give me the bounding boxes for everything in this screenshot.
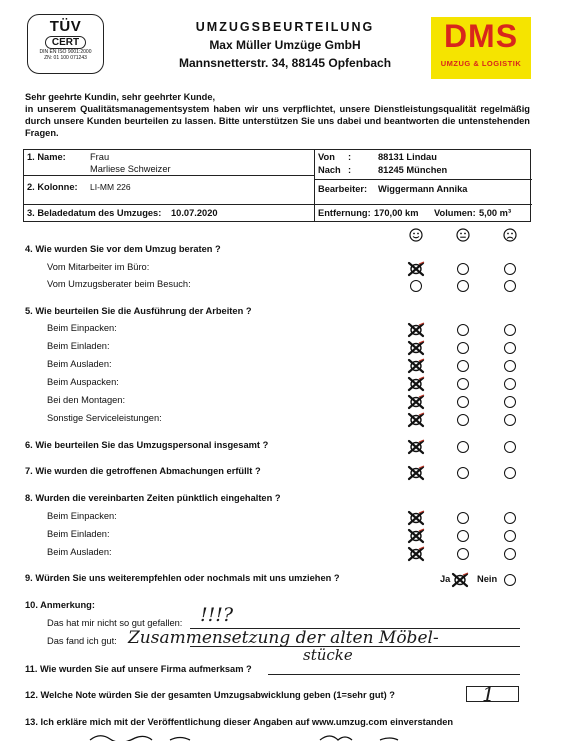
q4-item-buero: Vom Mitarbeiter im Büro: [47, 262, 150, 272]
q5-einladen-option-3[interactable] [504, 342, 516, 354]
q8-ausladen-crossed-checkbox[interactable] [407, 546, 425, 562]
dms-logo-name: DMS [443, 18, 519, 54]
q5-montagen-crossed-checkbox[interactable] [407, 394, 425, 410]
q5-ausladen-option-3[interactable] [504, 360, 516, 372]
bearbeiter-value: Wiggermann Annika [378, 184, 468, 194]
q4-besuch-option-2[interactable] [457, 280, 469, 292]
tuv-zn-text: ZN: 01 100 071243 [44, 55, 87, 61]
question-6-label: 6. Wie beurteilen Sie das Umzugspersonal insgesamt ? [25, 440, 269, 450]
question-4-label: 4. Wie wurden Sie vor dem Umzug beraten ? [25, 244, 221, 254]
q8-ausladen-option-2[interactable] [457, 548, 469, 560]
question-8-label: 8. Wurden die vereinbarten Zeiten pünktlich eingehalten ? [25, 493, 281, 503]
q5-item-montagen: Bei den Montagen: [47, 395, 126, 405]
beladedatum-label: 3. Beladedatum des Umzuges: [27, 208, 162, 218]
q4-buero-crossed-checkbox[interactable] [407, 261, 425, 277]
volumen-value: 5,00 m³ [479, 208, 512, 218]
q8-einpacken-option-2[interactable] [457, 512, 469, 524]
intro-text [25, 91, 530, 139]
q4-besuch-option-1[interactable] [410, 280, 422, 292]
name-salutation: Frau [90, 152, 110, 162]
kolonne-value: LI-MM 226 [90, 182, 131, 192]
q9-nein-label: Nein [477, 574, 498, 584]
q8-einladen-option-3[interactable] [504, 530, 516, 542]
kolonne-label: 2. Kolonne: [27, 182, 78, 192]
q10-good-handwriting: Zusammensetzung der alten Möbel- [128, 628, 439, 648]
q8-item-einpacken: Beim Einpacken: [47, 511, 117, 521]
q9-nein-option[interactable] [504, 574, 516, 586]
q5-sonstige-crossed-checkbox[interactable] [407, 412, 425, 428]
q5-montagen-option-2[interactable] [457, 396, 469, 408]
q4-buero-option-3[interactable] [504, 263, 516, 275]
tuv-iso-text: DIN EN ISO 9001:2000 [39, 49, 92, 55]
bearbeiter-label: Bearbeiter: [318, 184, 368, 194]
q6-option-3[interactable] [504, 441, 516, 453]
q5-item-ausladen: Beim Ausladen: [47, 359, 112, 369]
tuv-cert-text: CERT [45, 36, 86, 49]
q5-montagen-option-3[interactable] [504, 396, 516, 408]
q5-item-einladen: Beim Einladen: [47, 341, 110, 351]
q8-einladen-option-2[interactable] [457, 530, 469, 542]
q6-option-2[interactable] [457, 441, 469, 453]
q9-ja-crossed-checkbox[interactable] [451, 572, 469, 588]
intro-body: in unserem Qualitätsmanagementsystem haben wir uns verpflichtet, unsere Dienstleistungsqualität regelmäßig durch unsere Kunden beurteilen zu lassen. Bitte unterstützen Sie uns dabei und beantworten die untenstehenden Fragen. [25, 104, 530, 138]
q5-einpacken-option-2[interactable] [457, 324, 469, 336]
question-13-label: 13. Ich erkläre mich mit der Veröffentlichung dieser Angaben auf www.umzug.com einverstanden [25, 717, 454, 727]
intro-greeting: Sehr geehrte Kundin, sehr geehrter Kunde, [25, 92, 216, 102]
q5-item-auspacken: Beim Auspacken: [47, 377, 119, 387]
name-value: Marliese Schweizer [90, 164, 171, 174]
customer-info-table [23, 149, 531, 222]
q5-item-sonstige: Sonstige Serviceleistungen: [47, 413, 162, 423]
q7-option-2[interactable] [457, 467, 469, 479]
q5-sonstige-option-2[interactable] [457, 414, 469, 426]
question-11-label: 11. Wie wurden Sie auf unsere Firma aufmerksam ? [25, 664, 252, 674]
q5-einpacken-crossed-checkbox[interactable] [407, 322, 425, 338]
q5-ausladen-option-2[interactable] [457, 360, 469, 372]
q5-sonstige-option-3[interactable] [504, 414, 516, 426]
q8-einpacken-option-3[interactable] [504, 512, 516, 524]
nach-label: Nach [318, 165, 341, 175]
smiley-happy-icon [409, 228, 423, 242]
q8-item-ausladen: Beim Ausladen: [47, 547, 112, 557]
smiley-sad-icon [503, 228, 517, 242]
question-7-label: 7. Wie wurden die getroffenen Abmachungen erfüllt ? [25, 466, 261, 476]
tuv-logo-text: TÜV [49, 18, 82, 35]
q7-crossed-checkbox[interactable] [407, 465, 425, 481]
q5-auspacken-option-2[interactable] [457, 378, 469, 390]
dms-logo-tagline: UMZUG & LOGISTIK [440, 59, 522, 68]
q5-einladen-crossed-checkbox[interactable] [407, 340, 425, 356]
beladedatum-value: 10.07.2020 [171, 208, 218, 218]
q4-besuch-option-3[interactable] [504, 280, 516, 292]
question-9-label: 9. Würden Sie uns weiterempfehlen oder nochmals mit uns umziehen ? [25, 573, 340, 583]
question-10-label: 10. Anmerkung: [25, 600, 95, 610]
q5-einladen-option-2[interactable] [457, 342, 469, 354]
q5-auspacken-crossed-checkbox[interactable] [407, 376, 425, 392]
q6-crossed-checkbox[interactable] [407, 439, 425, 455]
q10-good-label: Das fand ich gut: [47, 636, 117, 646]
q8-ausladen-option-3[interactable] [504, 548, 516, 560]
nach-value: 81245 München [378, 165, 448, 175]
question-12-label: 12. Welche Note würden Sie der gesamten Umzugsabwicklung geben (1=sehr gut) ? [25, 690, 395, 700]
entfernung-value: 170,00 km [374, 208, 419, 218]
company-address: Mannsnetterstr. 34, 88145 Opfenbach [178, 56, 392, 70]
tuv-cert-logo [27, 14, 104, 74]
von-label: Von [318, 152, 335, 162]
entfernung-label: Entfernung: [318, 208, 371, 218]
signature-scribble [80, 732, 480, 741]
q5-ausladen-crossed-checkbox[interactable] [407, 358, 425, 374]
q5-item-einpacken: Beim Einpacken: [47, 323, 117, 333]
q10-good-handwriting-2: stücke [303, 646, 353, 664]
volumen-label: Volumen: [434, 208, 476, 218]
question-5-label: 5. Wie beurteilen Sie die Ausführung der Arbeiten ? [25, 306, 252, 316]
q4-item-besuch: Vom Umzugsberater beim Besuch: [47, 279, 191, 289]
q7-option-3[interactable] [504, 467, 516, 479]
document-title: UMZUGSBEURTEILUNG [195, 20, 375, 34]
von-colon: : [348, 152, 352, 162]
q5-auspacken-option-3[interactable] [504, 378, 516, 390]
q9-ja-label: Ja [440, 574, 451, 584]
q10-not-good-handwriting: !!!? [200, 604, 234, 626]
grade-handwriting: 1 [482, 682, 495, 706]
q8-item-einladen: Beim Einladen: [47, 529, 110, 539]
nach-colon: : [348, 165, 352, 175]
von-value: 88131 Lindau [378, 152, 437, 162]
q4-buero-option-2[interactable] [457, 263, 469, 275]
name-label: 1. Name: [27, 152, 66, 162]
q8-einladen-crossed-checkbox[interactable] [407, 528, 425, 544]
company-name: Max Müller Umzüge GmbH [209, 38, 361, 52]
smiley-neutral-icon [456, 228, 470, 242]
q5-einpacken-option-3[interactable] [504, 324, 516, 336]
q10-not-good-label: Das hat mir nicht so gut gefallen: [47, 618, 183, 628]
q8-einpacken-crossed-checkbox[interactable] [407, 510, 425, 526]
dms-logo [431, 17, 531, 79]
